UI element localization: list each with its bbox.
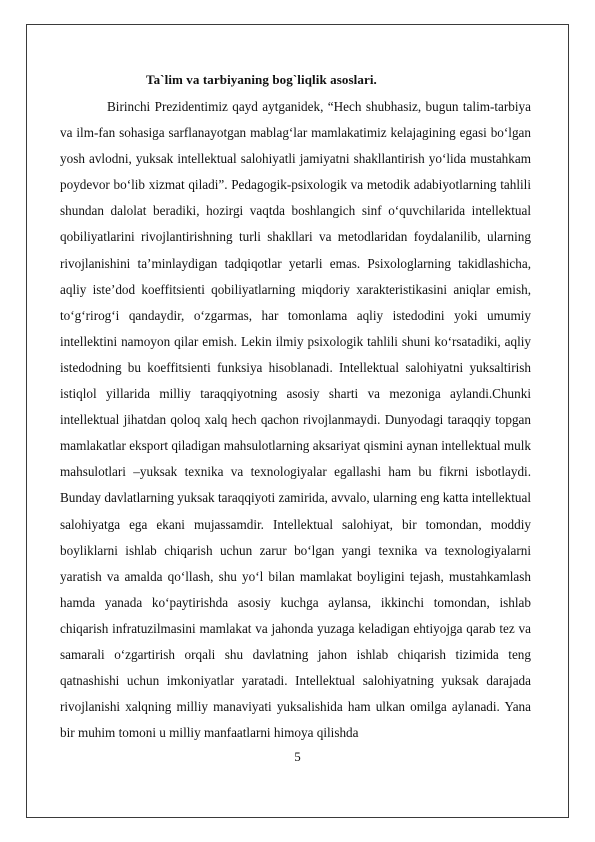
section-title: Ta`lim va tarbiyaning bog`liqlik asoslari. — [146, 72, 377, 87]
page-number: 5 — [294, 749, 301, 764]
body-paragraph: Birinchi Prezidentimiz qayd aytganidek, “Hech shubhasiz, bugun talim-tarbiya va ilm-fan sohasiga sarflanayotgan mablag‘lar mamlakatimiz kelajagining egasi bo‘lgan yosh avlodni, yuksak intellektual salohiyatli jamiyatni shakllantirish yo‘lida mustahkam poydevor bo‘lib xizmat qiladi”. Pedagogik-psixologik va metodik adabiyotlarning tahlili shundan dalolat beradiki, hozirgi vaqtda boshlangich sinf o‘quvchilarida intellektual qobiliyatlarini rivojlantirishning turli shakllari va metodlaridan foydalanilib, ularning rivojlanishini ta’minlaydigan tadqiqotlar yetarli emas. Psixologlarning takidlashicha, aqliy iste’dod koeffitsienti qobiliyatlarning miqdoriy xarakteristikasini aniqlar emish, to‘g‘rirog‘i qandaydir, o‘zgarmas, har tomonlama aqliy istedodini yoki umumiy intellektini namoyon qilar emish. Lekin ilmiy psixologik tahlili shuni ko‘rsatadiki, aqliy istedodning bu koeffitsienti funksiya hisoblanadi. Intellektual salohiyatni yuksaltirish istiqlol yillarida milliy taraqqiyotning asosiy sharti va mezoniga aylandi.Chunki intellektual jihatdan qoloq xalq hech qachon rivojlanmaydi. Dunyodagi taraqqiy topgan mamlakatlar eksport qiladigan mahsulotlarning aksariyat qismini aynan intellektual mulk mahsulotlari –yuksak texnika va texnologiyalar egallashi ham bu fikrni isbotlaydi. Bunday davlatlarning yuksak taraqqiyoti zamirida, avvalo, ularning eng katta intellektual salohiyatga ega ekani mujassamdir. Intellektual salohiyat, bir tomondan, moddiy boyliklarni ishlab chiqarish uchun zarur bo‘lgan yangi texnika va texnologiyalarni yaratish va amalda qo‘llash, shu yo‘l bilan mamlakat boyligini tejash, mustahkamlash hamda yanada ko‘paytirishda asosiy kuchga aylansa, ikkinchi tomondan, ishlab chiqarish infratuzilmasini mamlakat va jahonda yuzaga keladigan ehtiyojga qarab tez va samarali o‘zgartirish orqali shu davlatning jahon ishlab chiqarish tizimida teng qatnashishi uchun imkoniyatlar yaratadi. Intellektual salohiyatning yuksak darajada rivojlanishi xalqning milliy manaviyati yuksalishida ham ulkan omilga aylanadi. Yana bir muhim tomoni u milliy manfaatlarni himoya qilishda — [60, 99, 531, 741]
